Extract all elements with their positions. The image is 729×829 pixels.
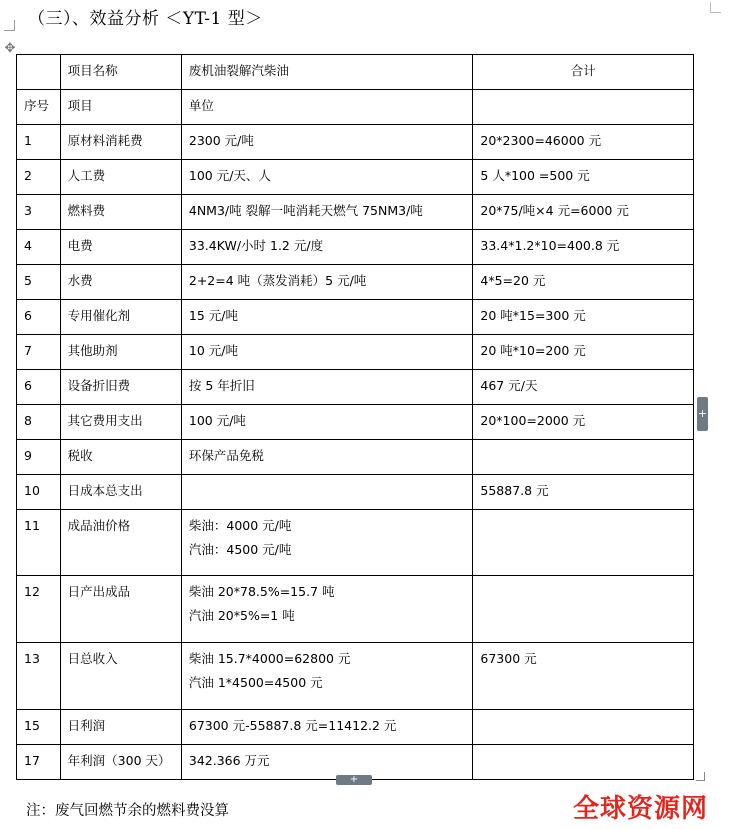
- table-cell[interactable]: 6: [17, 370, 61, 405]
- cell-line: 33.4KW/小时 1.2 元/度: [188, 238, 324, 253]
- cell-line: 4NM3/吨 裂解一吨消耗天燃气 75NM3/吨: [188, 203, 423, 218]
- table-cell[interactable]: 10: [17, 475, 61, 510]
- table-cell[interactable]: 20*100=2000 元: [473, 405, 694, 440]
- margin-corner-mark: [4, 20, 15, 31]
- cell-line: 柴油 15.7*4000=62800 元: [188, 651, 351, 666]
- table-cell[interactable]: [17, 55, 61, 90]
- table-cell[interactable]: 成品油价格: [60, 510, 181, 576]
- table-cell[interactable]: [473, 710, 694, 745]
- table-cell[interactable]: 13: [17, 643, 61, 710]
- section-heading: （三）、效益分析 ＜YT-1 型＞: [28, 9, 263, 29]
- table-row: [17, 125, 694, 160]
- table-cell[interactable]: 项目名称: [60, 55, 181, 90]
- cell-line: 342.366 万元: [188, 753, 270, 768]
- table-row: [17, 405, 694, 440]
- cell-line: 柴油：4000 元/吨: [188, 518, 292, 533]
- table-cell[interactable]: 2: [17, 160, 61, 195]
- table-cell[interactable]: [181, 195, 473, 230]
- table-cell[interactable]: 其他助剂: [60, 335, 181, 370]
- table-cell[interactable]: 20 吨*10=200 元: [473, 335, 694, 370]
- table-cell[interactable]: [181, 510, 473, 576]
- table-cell[interactable]: 日产出成品: [60, 576, 181, 643]
- cell-line: 汽油：4500 元/吨: [188, 542, 292, 557]
- table-row: [17, 475, 694, 510]
- table-cell[interactable]: 467 元/天: [473, 370, 694, 405]
- table-cell[interactable]: [181, 300, 473, 335]
- table-cell[interactable]: 15: [17, 710, 61, 745]
- table-row: [17, 160, 694, 195]
- cell-line: 15 元/吨: [188, 308, 238, 323]
- cell-line: 67300 元-55887.8 元=11412.2 元: [188, 718, 397, 733]
- table-cell[interactable]: 日利润: [60, 710, 181, 745]
- table-cell[interactable]: 12: [17, 576, 61, 643]
- table-cell[interactable]: [181, 475, 473, 510]
- table-row: [17, 643, 694, 710]
- table-cell[interactable]: 1: [17, 125, 61, 160]
- table-cell[interactable]: [181, 265, 473, 300]
- table-cell[interactable]: 17: [17, 745, 61, 780]
- table-cell[interactable]: 项目: [60, 90, 181, 125]
- cell-line: 按 5 年折旧: [188, 378, 255, 393]
- table-cell[interactable]: [181, 745, 473, 780]
- table-row: [17, 710, 694, 745]
- table-move-icon[interactable]: ✥: [4, 41, 16, 56]
- table-cell[interactable]: 合计: [473, 55, 694, 90]
- table-cell[interactable]: [473, 745, 694, 780]
- cell-line: 100 元/天、人: [188, 168, 271, 183]
- table-cell[interactable]: 原材料消耗费: [60, 125, 181, 160]
- table-row: [17, 265, 694, 300]
- table-cell[interactable]: 20*75/吨×4 元=6000 元: [473, 195, 694, 230]
- table-cell[interactable]: [473, 440, 694, 475]
- table-cell[interactable]: 日总收入: [60, 643, 181, 710]
- table-cell[interactable]: 33.4*1.2*10=400.8 元: [473, 230, 694, 265]
- cell-line: 100 元/吨: [188, 413, 246, 428]
- table-row: [17, 370, 694, 405]
- cell-line: 汽油 20*5%=1 吨: [188, 608, 295, 623]
- table-cell[interactable]: [181, 230, 473, 265]
- table-row: [17, 300, 694, 335]
- table-cell[interactable]: 67300 元: [473, 643, 694, 710]
- table-cell[interactable]: 8: [17, 405, 61, 440]
- table-cell[interactable]: [473, 576, 694, 643]
- table-cell[interactable]: 电费: [60, 230, 181, 265]
- table-cell[interactable]: 6: [17, 300, 61, 335]
- table-cell[interactable]: 9: [17, 440, 61, 475]
- table-cell[interactable]: 年利润（300 天）: [60, 745, 181, 780]
- table-cell[interactable]: [181, 440, 473, 475]
- table-cell[interactable]: [181, 710, 473, 745]
- table-cell[interactable]: 4*5=20 元: [473, 265, 694, 300]
- cell-line: 柴油 20*78.5%=15.7 吨: [188, 584, 335, 599]
- cell-line: 2300 元/吨: [188, 133, 254, 148]
- benefit-analysis-table: [16, 54, 694, 780]
- table-resize-handle[interactable]: [696, 772, 705, 781]
- table-cell[interactable]: [181, 160, 473, 195]
- margin-corner-mark-right: [710, 2, 721, 13]
- table-cell[interactable]: 序号: [17, 90, 61, 125]
- cell-line: 环保产品免税: [188, 448, 264, 463]
- table-cell[interactable]: 日成本总支出: [60, 475, 181, 510]
- table-cell[interactable]: [181, 125, 473, 160]
- table-row: [17, 335, 694, 370]
- table-cell[interactable]: 5 人*100 =500 元: [473, 160, 694, 195]
- site-watermark-logo: 全球资源网: [573, 794, 709, 824]
- table-cell[interactable]: 单位: [181, 90, 473, 125]
- table-row: [17, 440, 694, 475]
- table-cell[interactable]: [473, 510, 694, 576]
- table-cell[interactable]: 3: [17, 195, 61, 230]
- table-cell[interactable]: 专用催化剂: [60, 300, 181, 335]
- table-cell[interactable]: 20*2300=46000 元: [473, 125, 694, 160]
- table-cell[interactable]: 5: [17, 265, 61, 300]
- cell-line: 2+2=4 吨（蒸发消耗）5 元/吨: [188, 273, 367, 288]
- table-row: [17, 576, 694, 643]
- table-row: [17, 230, 694, 265]
- table-row: [17, 195, 694, 230]
- add-column-button[interactable]: +: [697, 397, 708, 431]
- table-cell[interactable]: 20 吨*15=300 元: [473, 300, 694, 335]
- table-cell[interactable]: 设备折旧费: [60, 370, 181, 405]
- table-header-row: [17, 55, 694, 90]
- cell-line: 汽油 1*4500=4500 元: [188, 675, 323, 690]
- table-cell[interactable]: [181, 643, 473, 710]
- table-cell[interactable]: [181, 370, 473, 405]
- table-cell[interactable]: 4: [17, 230, 61, 265]
- table-cell[interactable]: 税收: [60, 440, 181, 475]
- table-cell[interactable]: [181, 405, 473, 440]
- table-cell[interactable]: 水费: [60, 265, 181, 300]
- table-cell[interactable]: 7: [17, 335, 61, 370]
- table-subheader-row: [17, 90, 694, 125]
- footnote: 注：废气回燃节余的燃料费没算: [26, 803, 229, 819]
- table-cell[interactable]: [473, 90, 694, 125]
- table-row: [17, 510, 694, 576]
- table-cell[interactable]: 11: [17, 510, 61, 576]
- table-cell[interactable]: 其它费用支出: [60, 405, 181, 440]
- cell-line: 10 元/吨: [188, 343, 238, 358]
- table-cell[interactable]: [181, 576, 473, 643]
- table-cell[interactable]: 55887.8 元: [473, 475, 694, 510]
- table-cell[interactable]: 人工费: [60, 160, 181, 195]
- table-cell[interactable]: [181, 335, 473, 370]
- table-cell[interactable]: 废机油裂解汽柴油: [181, 55, 473, 90]
- table-cell[interactable]: 燃料费: [60, 195, 181, 230]
- add-row-button[interactable]: +: [336, 775, 372, 785]
